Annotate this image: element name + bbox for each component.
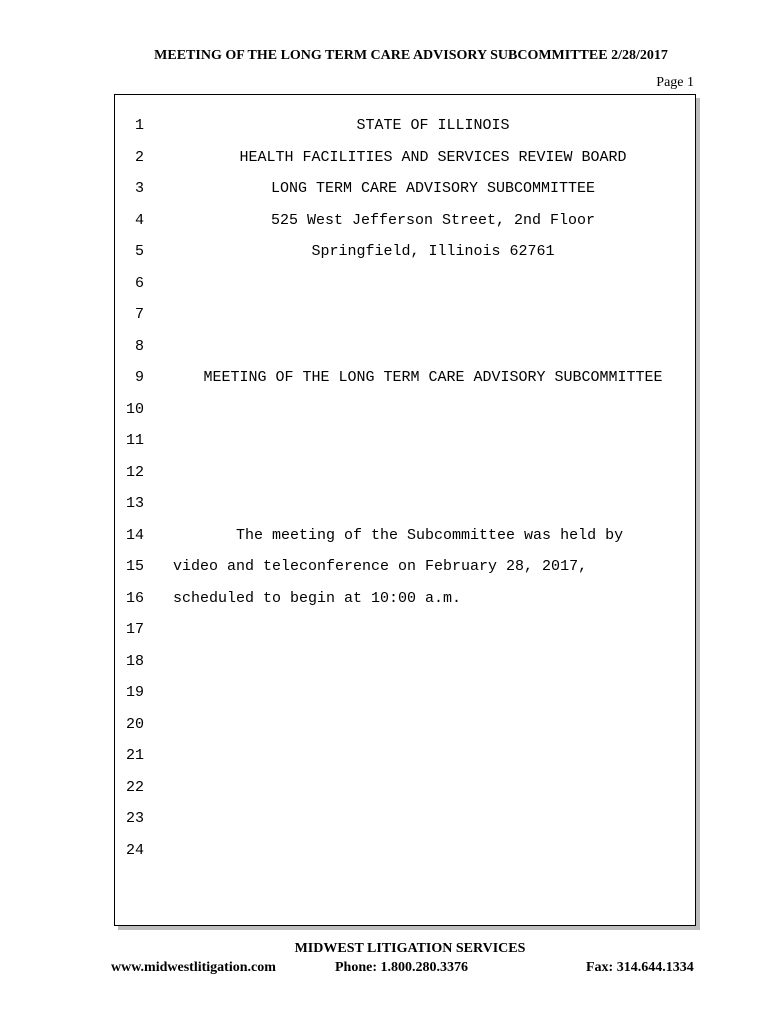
transcript-line <box>115 620 695 640</box>
line-number: 22 <box>125 778 144 796</box>
line-number: 4 <box>134 211 144 229</box>
line-number: 17 <box>125 621 144 638</box>
transcript-line <box>115 368 695 388</box>
transcript-line <box>115 211 695 231</box>
transcript-line <box>115 463 695 483</box>
transcript-line <box>115 526 695 546</box>
line-number: 13 <box>125 495 144 512</box>
transcript-line <box>115 148 695 168</box>
line-number: 20 <box>125 715 144 733</box>
transcript-line <box>115 179 695 199</box>
line-text: HEALTH FACILITIES AND SERVICES REVIEW BOARD <box>239 148 627 166</box>
line-number: 15 <box>125 558 144 575</box>
line-text: MEETING OF THE LONG TERM CARE ADVISORY SUBCOMMITTEE <box>203 369 663 386</box>
line-number: 8 <box>134 337 144 355</box>
line-number: 23 <box>125 810 144 827</box>
footer-fax: Fax: 314.644.1334 <box>586 960 694 975</box>
line-text: LONG TERM CARE ADVISORY SUBCOMMITTEE <box>270 180 596 197</box>
line-text: 525 West Jefferson Street, 2nd Floor <box>270 211 596 229</box>
line-text: The meeting of the Subcommittee was held by <box>173 526 624 544</box>
transcript-line <box>115 589 695 609</box>
line-number: 21 <box>125 747 144 764</box>
transcript-line <box>115 337 695 357</box>
line-number: 11 <box>125 432 144 449</box>
transcript-line <box>115 841 695 861</box>
transcript-line <box>115 274 695 294</box>
transcript-line <box>115 778 695 798</box>
line-number: 2 <box>134 148 144 166</box>
line-number: 12 <box>125 463 144 481</box>
line-number: 1 <box>134 117 144 134</box>
line-number: 14 <box>125 526 144 544</box>
transcript-line <box>115 431 695 451</box>
line-number: 7 <box>134 306 144 323</box>
transcript-line <box>115 305 695 325</box>
transcript-line <box>115 715 695 735</box>
line-number: 18 <box>125 652 144 670</box>
line-number: 9 <box>134 369 144 386</box>
transcript-line <box>115 400 695 420</box>
line-number: 6 <box>134 274 144 292</box>
line-text: Springfield, Illinois 62761 <box>311 243 555 260</box>
transcript-line <box>115 116 695 136</box>
line-number: 5 <box>134 243 144 260</box>
transcript-line <box>115 494 695 514</box>
line-number: 3 <box>134 180 144 197</box>
transcript-lines <box>115 95 695 925</box>
line-text: video and teleconference on February 28, 2017, <box>173 558 588 575</box>
footer-website: www.midwestlitigation.com <box>111 960 276 975</box>
line-text: STATE OF ILLINOIS <box>356 117 510 134</box>
transcript-line <box>115 242 695 262</box>
transcript-page <box>114 94 696 926</box>
footer-company-name: MIDWEST LITIGATION SERVICES <box>294 941 526 956</box>
line-number: 10 <box>125 400 144 418</box>
transcript-line <box>115 652 695 672</box>
page-number: Page 1 <box>656 75 694 90</box>
line-text: scheduled to begin at 10:00 a.m. <box>173 589 462 607</box>
line-number: 16 <box>125 589 144 607</box>
footer-phone: Phone: 1.800.280.3376 <box>335 960 468 975</box>
line-number: 24 <box>125 841 144 859</box>
transcript-line <box>115 683 695 703</box>
document-header-title: MEETING OF THE LONG TERM CARE ADVISORY SUBCOMMITTEE 2/28/2017 <box>154 48 668 63</box>
line-number: 19 <box>125 684 144 701</box>
transcript-line <box>115 557 695 577</box>
transcript-line <box>115 809 695 829</box>
transcript-line <box>115 746 695 766</box>
